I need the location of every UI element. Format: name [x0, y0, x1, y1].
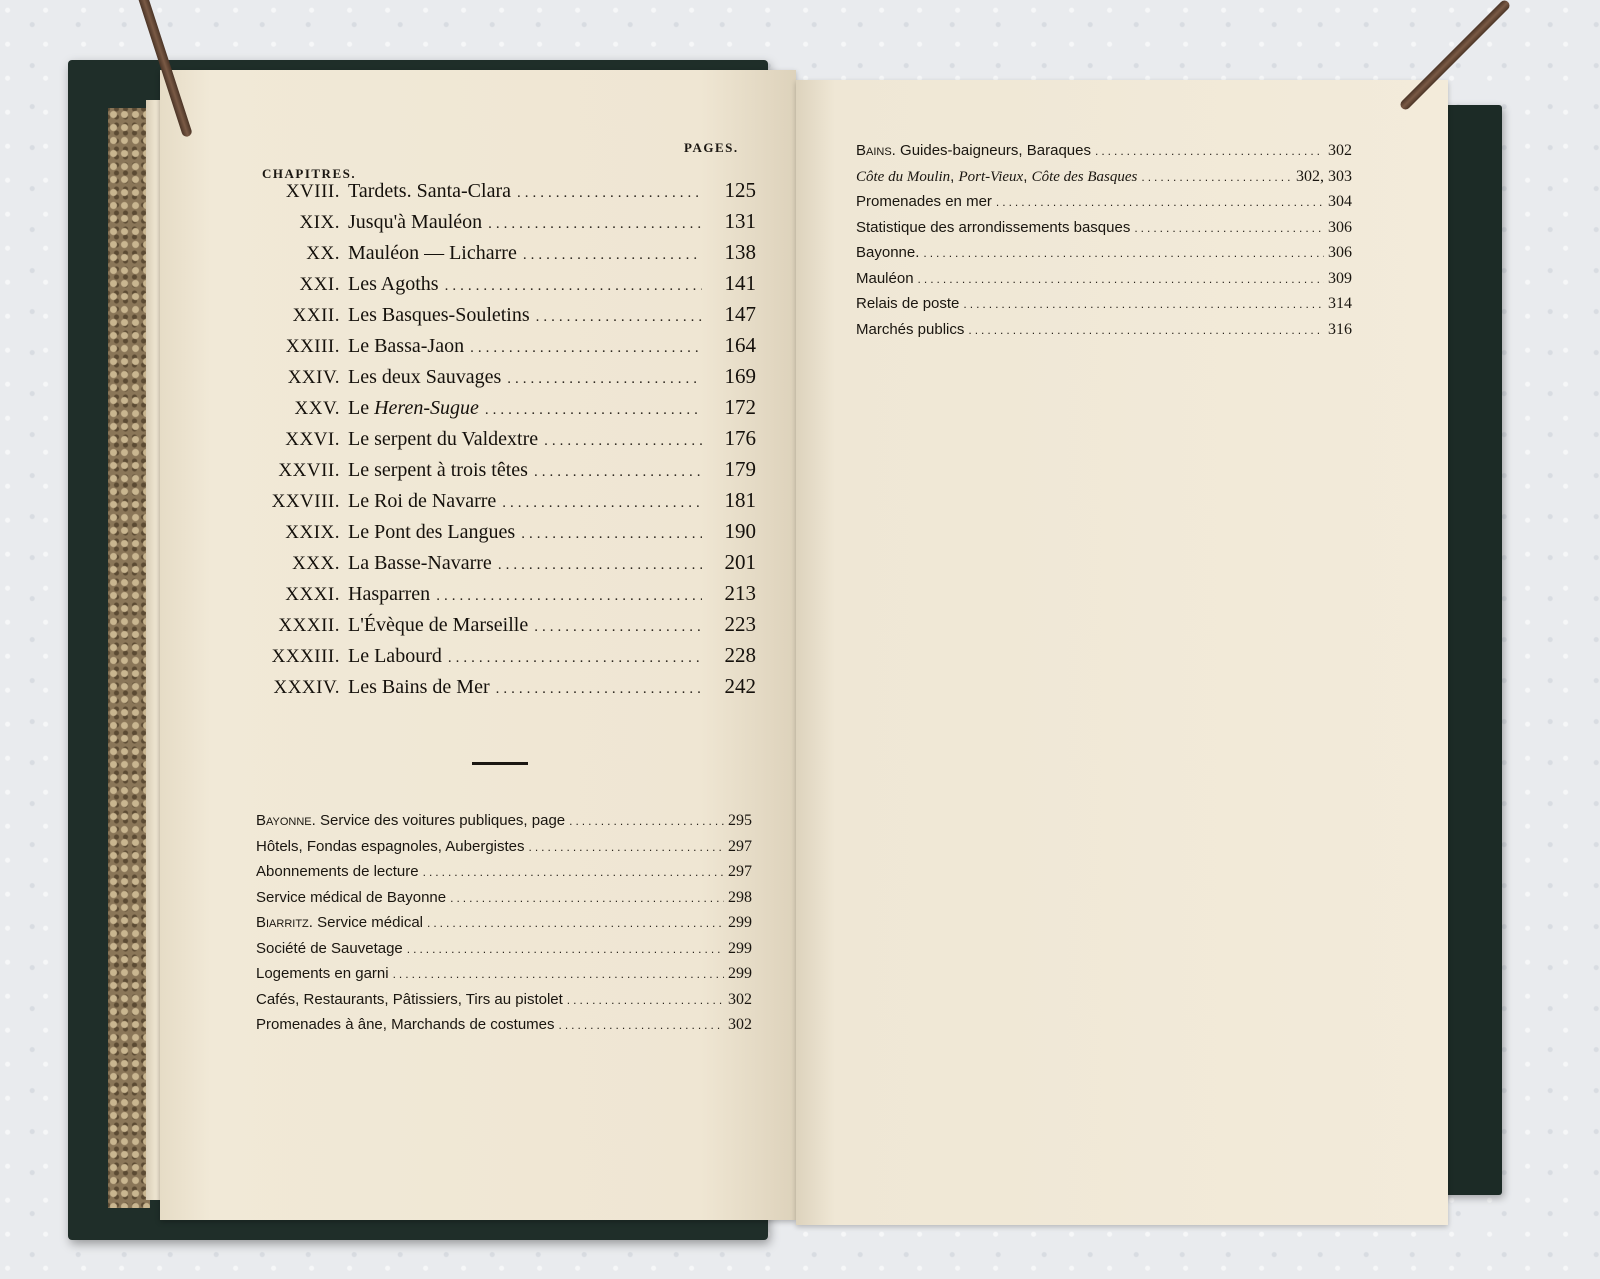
toc-row: [256, 914, 752, 940]
left-appendix-list: [256, 812, 752, 1042]
chapter-title: Mauléon — Licharre: [348, 242, 517, 264]
chapter-number: XXIV.: [287, 367, 340, 388]
dot-leader: [923, 246, 1324, 260]
dot-leader: [918, 272, 1324, 286]
toc-row: [258, 209, 756, 240]
page-number: 179: [724, 457, 756, 481]
entry-title: Service médical de Bayonne: [256, 888, 447, 906]
dot-leader: [1134, 221, 1324, 235]
toc-row: [856, 168, 1352, 194]
page-number: 297: [728, 863, 752, 880]
chapter-number: XXVIII.: [271, 491, 340, 512]
chapter-title: Jusqu'à Mauléon: [348, 211, 483, 233]
dot-leader: [498, 557, 702, 574]
chapter-number: XXXII.: [278, 615, 340, 636]
entry-title: Bayonne.: [856, 244, 920, 261]
toc-row: [258, 271, 756, 302]
dot-leader: [968, 323, 1324, 337]
dot-leader: [445, 278, 702, 295]
chapter-title: Tardets. Santa-Clara: [348, 180, 511, 202]
right-appendix-list: [856, 142, 1352, 346]
entry-title: Mauléon: [856, 269, 914, 287]
page-number: 201: [724, 550, 756, 574]
page-number: 242: [724, 674, 756, 698]
page-number: 306: [1328, 218, 1352, 236]
toc-row: [256, 940, 752, 966]
toc-row: [856, 270, 1352, 296]
dot-leader: [529, 840, 725, 854]
chapter-number: XXXIV.: [273, 677, 340, 698]
page-number: 302, 303: [1296, 167, 1352, 185]
entry-title-caps: Biarritz.: [256, 914, 313, 931]
entry-title-sep: ,: [1023, 167, 1032, 185]
chapter-number: XXII.: [292, 305, 340, 326]
page-number: 298: [728, 888, 752, 906]
toc-row: [258, 333, 756, 364]
page-number: 213: [724, 581, 756, 605]
chapter-title: Les deux Sauvages: [348, 366, 502, 388]
dot-leader: [502, 495, 702, 512]
entry-title: Hôtels, Fondas espagnoles, Aubergistes: [256, 837, 525, 855]
pages-header: PAGES.: [684, 140, 739, 155]
chapter-title: Le serpent du Valdextre: [348, 428, 539, 450]
toc-row: [258, 240, 756, 271]
page-number: 297: [728, 837, 752, 855]
dot-leader: [423, 865, 724, 879]
chapter-number: XXVI.: [285, 429, 340, 450]
entry-title: [856, 142, 1091, 159]
chapter-number: XXIII.: [285, 336, 340, 357]
dot-leader: [963, 297, 1324, 311]
toc-row: [258, 395, 756, 426]
toc-row: [258, 364, 756, 395]
chapter-number: XX.: [306, 243, 340, 264]
toc-row: [256, 812, 752, 838]
dot-leader: [393, 967, 724, 981]
toc-row: [256, 991, 752, 1017]
chapter-number: XVIII.: [285, 181, 340, 202]
page-number: 164: [724, 333, 756, 357]
toc-row: [856, 244, 1352, 270]
page-number: 141: [724, 271, 756, 295]
toc-row: [258, 488, 756, 519]
toc-row: [258, 612, 756, 643]
chapter-number: XXI.: [299, 274, 340, 295]
entry-title: Logements en garni: [256, 965, 389, 982]
chapter-number: XXIX.: [285, 522, 340, 543]
dot-leader: [517, 185, 702, 202]
entry-title: Relais de poste: [856, 295, 960, 312]
dot-leader: [534, 464, 702, 481]
dot-leader: [523, 247, 702, 264]
dot-leader: [450, 891, 724, 905]
entry-title: Promenades en mer: [856, 193, 992, 210]
entry-title-rest: Service des voitures publiques, page: [315, 812, 566, 829]
chapters-header: CHAPITRES.: [262, 166, 357, 181]
page-number: 176: [724, 426, 756, 450]
page-number: 172: [724, 395, 756, 419]
dot-leader: [1095, 144, 1324, 158]
chapter-title-prefix: Le: [348, 397, 375, 419]
dot-leader: [488, 216, 702, 233]
dot-leader: [536, 309, 702, 326]
section-divider: [472, 762, 528, 765]
marbled-endpaper: [108, 108, 150, 1208]
chapter-title: Les Bains de Mer: [348, 676, 490, 698]
chapter-title: Le Labourd: [348, 645, 442, 667]
entry-title-rest: Guides-baigneurs, Baraques: [895, 142, 1091, 159]
entry-title-italic: Côte des Basques: [1031, 168, 1138, 185]
chapter-number: XXV.: [294, 398, 340, 419]
dot-leader: [569, 814, 724, 828]
toc-row: [856, 193, 1352, 219]
entry-title-caps: Bayonne.: [256, 812, 316, 829]
toc-row: [258, 302, 756, 333]
toc-row: [256, 965, 752, 991]
dot-leader: [1141, 170, 1292, 184]
entry-title: Statistique des arrondissements basques: [856, 218, 1131, 236]
page-number: 228: [724, 643, 756, 667]
entry-title: Société de Sauvetage: [256, 939, 403, 957]
toc-row: [258, 674, 756, 705]
page-number: 147: [724, 302, 756, 326]
dot-leader: [521, 526, 702, 543]
toc-row: [856, 219, 1352, 245]
page-number: 131: [724, 209, 756, 233]
entry-title-sep: ,: [950, 167, 959, 185]
entry-title: Promenades à âne, Marchands de costumes: [256, 1016, 555, 1033]
chapter-list: [258, 178, 756, 705]
chapter-title: Hasparren: [348, 583, 431, 605]
dot-leader: [544, 433, 702, 450]
entry-title: Marchés publics: [856, 320, 965, 338]
page-number: 314: [1328, 295, 1352, 312]
chapter-number: XXXIII.: [271, 646, 340, 667]
page-number: 299: [728, 914, 752, 931]
toc-row: [258, 519, 756, 550]
dot-leader: [485, 402, 702, 419]
toc-row: [258, 643, 756, 674]
toc-row: [258, 457, 756, 488]
page-number: 223: [724, 612, 756, 636]
chapter-title: Le Roi de Navarre: [348, 490, 497, 512]
toc-row: [856, 142, 1352, 168]
toc-row: [256, 889, 752, 915]
chapter-title: Les Agoths: [348, 273, 439, 295]
entry-title-italic: Port-Vieux: [958, 168, 1024, 185]
page-number: 295: [728, 812, 752, 829]
entry-title-caps: Bains.: [856, 142, 896, 159]
dot-leader: [559, 1018, 725, 1032]
page-number: 302: [728, 990, 752, 1008]
chapter-title: Le Pont des Langues: [348, 521, 516, 543]
chapter-number: XXXI.: [285, 584, 340, 605]
toc-row: [256, 863, 752, 889]
entry-title: Cafés, Restaurants, Pâtissiers, Tirs au pistolet: [256, 990, 563, 1008]
dot-leader: [507, 371, 702, 388]
chapter-number: XXX.: [292, 553, 340, 574]
toc-row: [856, 321, 1352, 347]
page-number: 304: [1328, 193, 1352, 210]
dot-leader: [448, 650, 702, 667]
chapter-title: Le serpent à trois têtes: [348, 459, 528, 481]
toc-row: [258, 581, 756, 612]
page-number: 309: [1328, 269, 1352, 287]
dot-leader: [534, 619, 702, 636]
dot-leader: [996, 195, 1324, 209]
chapter-title: Les Basques-Souletins: [348, 304, 530, 326]
page-number: 302: [1328, 142, 1352, 159]
toc-row: [256, 1016, 752, 1042]
toc-row: [856, 295, 1352, 321]
page-number: 316: [1328, 320, 1352, 338]
page-holder-strap: [1398, 0, 1511, 112]
page-number: 138: [724, 240, 756, 264]
toc-row: [258, 426, 756, 457]
dot-leader: [427, 916, 724, 930]
entry-title: [256, 812, 565, 829]
entry-title: [856, 168, 1137, 186]
dot-leader: [567, 993, 724, 1007]
page-number: 181: [724, 488, 756, 512]
chapter-title: Le Bassa-Jaon: [348, 335, 465, 357]
chapter-number: XXVII.: [278, 460, 340, 481]
toc-row: [258, 178, 756, 209]
entry-title-rest: Service médical: [312, 914, 423, 931]
entry-title: Abonnements de lecture: [256, 863, 419, 880]
page-number: 302: [728, 1016, 752, 1033]
dot-leader: [436, 588, 702, 605]
entry-title-italic: Côte du Moulin: [856, 168, 951, 185]
dot-leader: [496, 681, 702, 698]
toc-row: [256, 838, 752, 864]
chapter-title: [348, 397, 479, 420]
toc-row: [258, 550, 756, 581]
chapter-number: XIX.: [299, 212, 340, 233]
dot-leader: [470, 340, 702, 357]
page-number: 190: [724, 519, 756, 543]
chapter-title-italic: Heren-Sugue: [374, 397, 479, 419]
page-number: 299: [728, 939, 752, 957]
page-number: 299: [728, 965, 752, 982]
chapter-title: La Basse-Navarre: [348, 552, 492, 574]
chapter-title: L'Évèque de Marseille: [348, 614, 529, 636]
page-number: 306: [1328, 244, 1352, 261]
page-number: 125: [724, 178, 756, 202]
dot-leader: [407, 942, 724, 956]
entry-title: [256, 914, 423, 931]
page-number: 169: [724, 364, 756, 388]
